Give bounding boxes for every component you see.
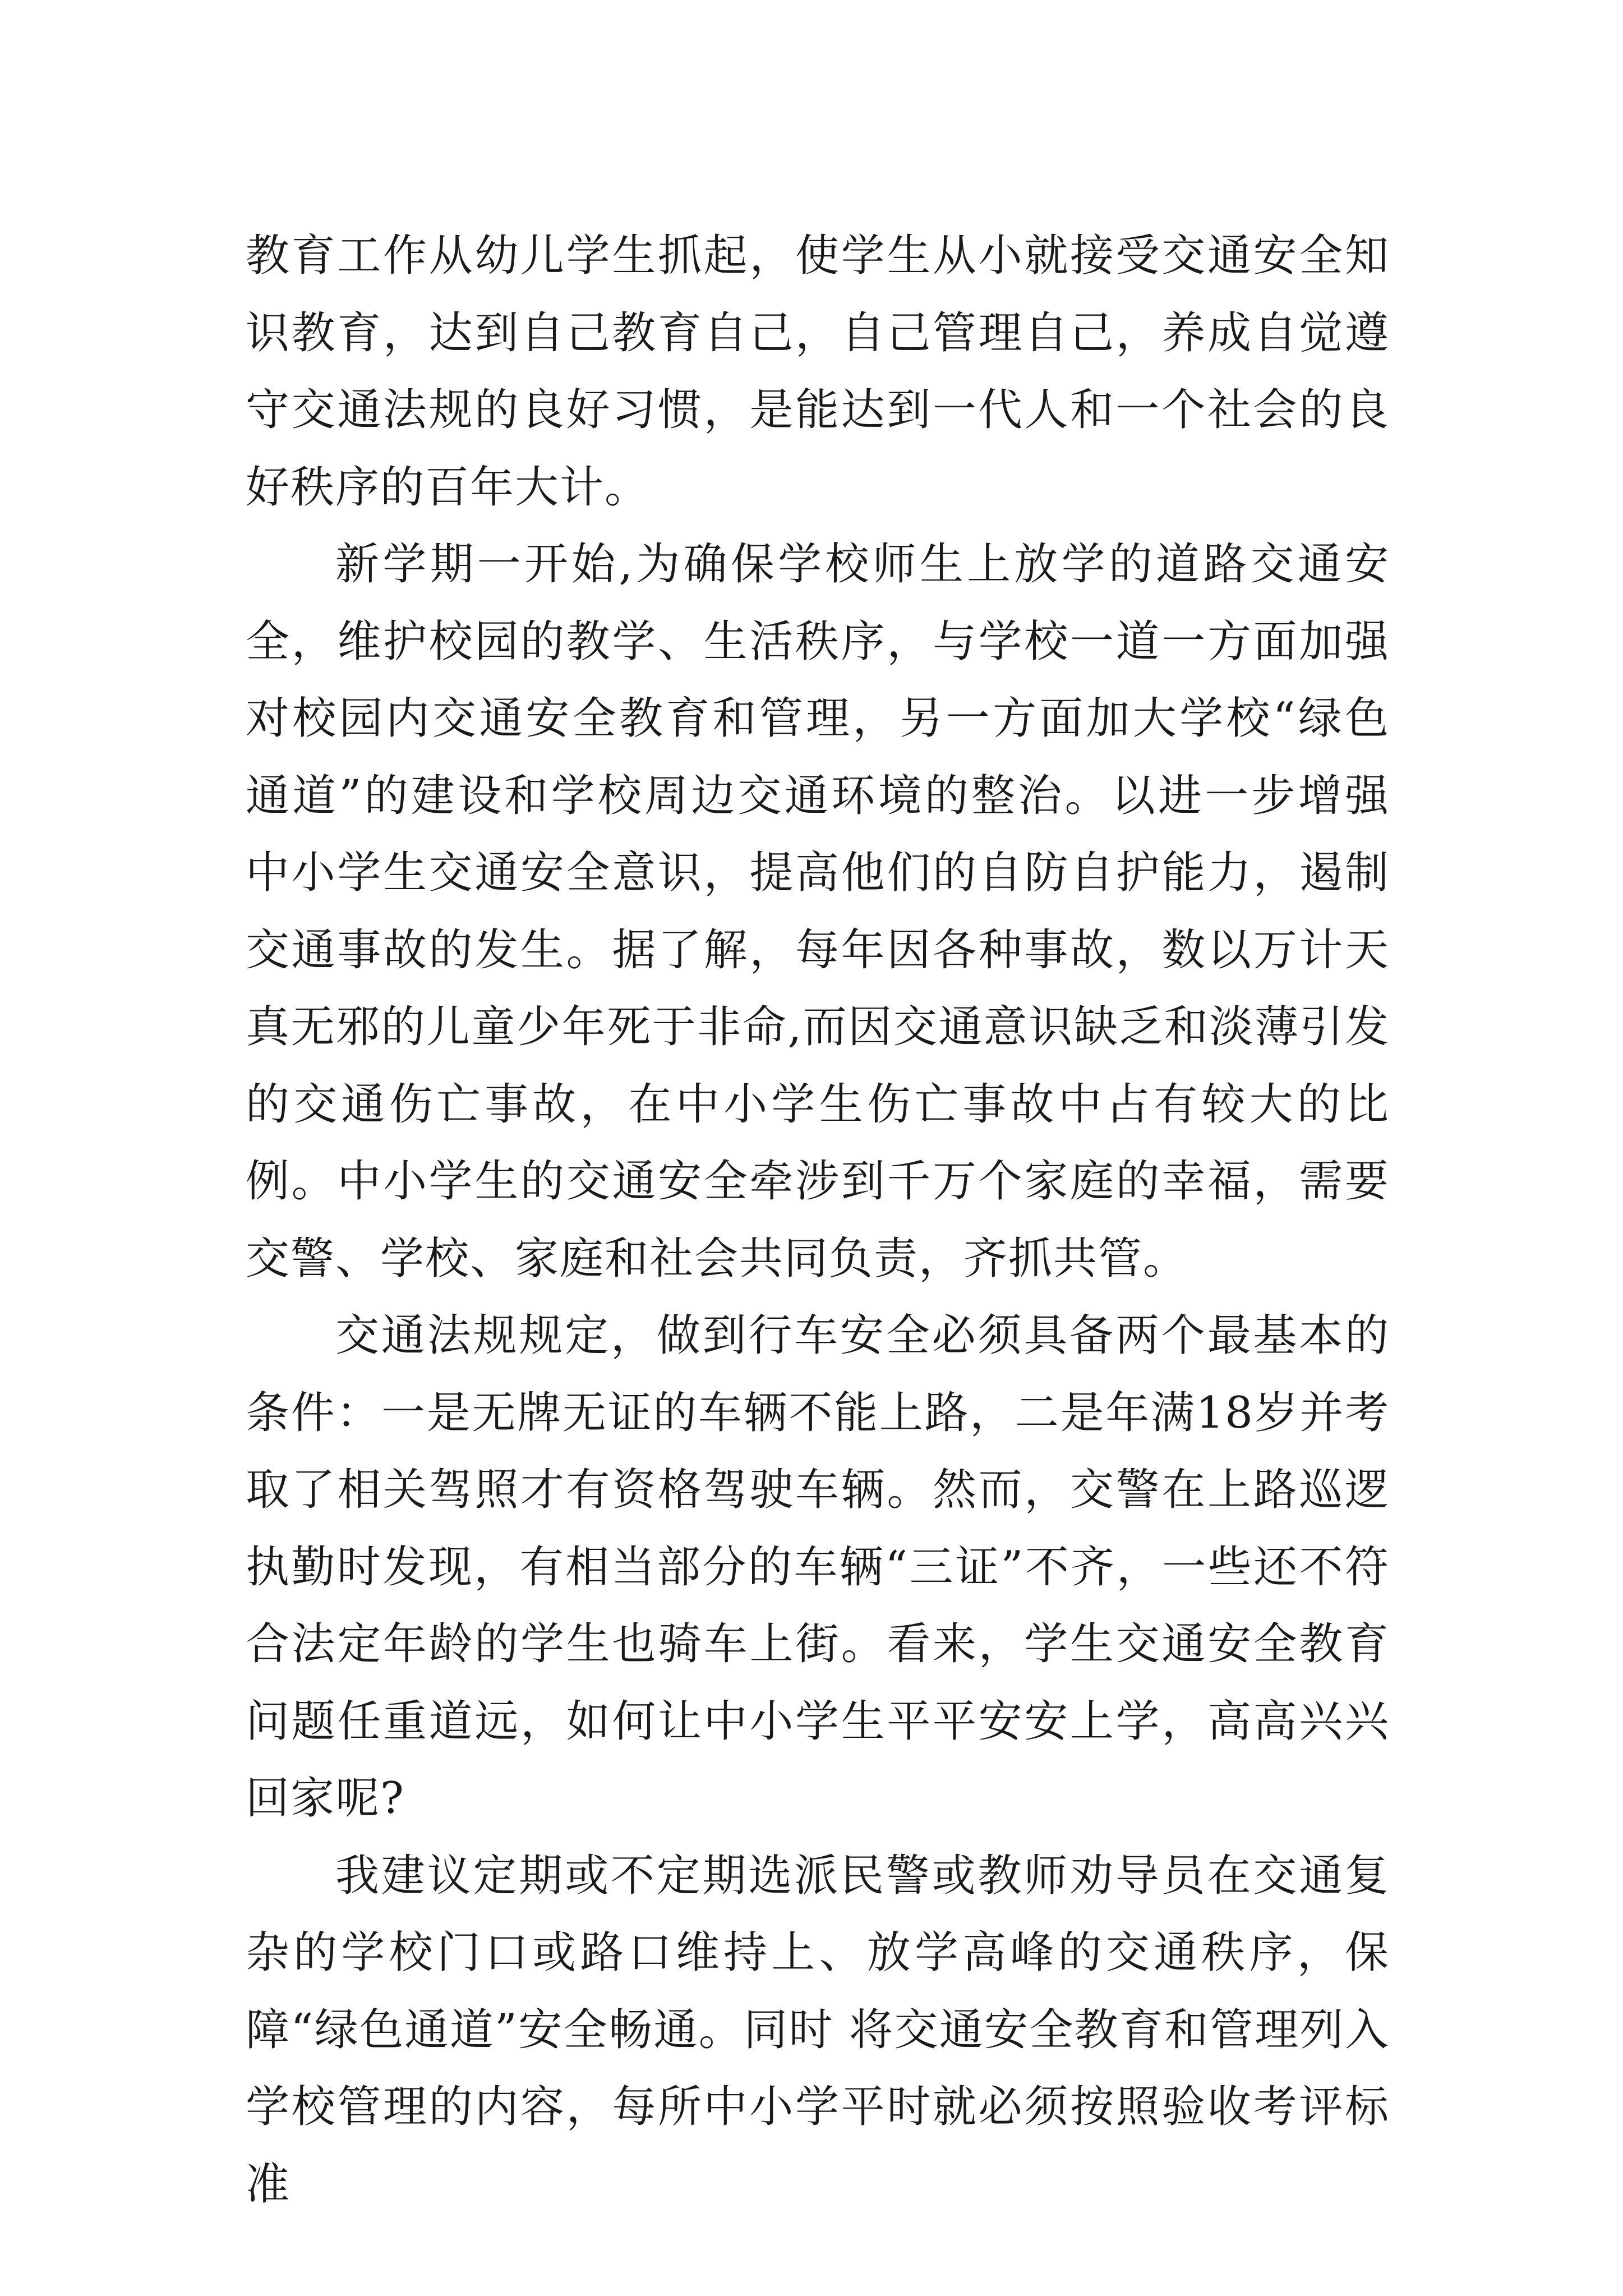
- paragraph-3: 交通法规规定，做到行车安全必须具备两个最基本的条件：一是无牌无证的车辆不能上路，二是年满18岁并考取了相关驾照才有资格驾驶车辆。然而，交警在上路巡逻执勤时发现，有相当部分的车辆“三证”不齐，一些还不符合法定年龄的学生也骑车上街。看来，学生交通安全教育问题任重道远，如何让中小学生平平安安上学，高高兴兴回家呢?: [246, 1310, 1390, 1824]
- document-body: [246, 218, 1390, 2223]
- paragraph-1: 教育工作从幼儿学生抓起，使学生从小就接受交通安全知识教育，达到自己教育自己，自己管理自己，养成自觉遵守交通法规的良好习惯，是能达到一代人和一个社会的良好秩序的百年大计。: [246, 231, 1390, 513]
- paragraph-2: 新学期一开始,为确保学校师生上放学的道路交通安全，维护校园的教学、生活秩序，与学校一道一方面加强对校园内交通安全教育和管理，另一方面加大学校“绿色通道”的建设和学校周边交通环境的整治。以进一步增强中小学生交通安全意识，提高他们的自防自护能力，遏制交通事故的发生。据了解，每年因各种事故，数以万计天真无邪的儿童少年死于非命,而因交通意识缺乏和淡薄引发的交通伤亡事故，在中小学生伤亡事故中占有较大的比例。中小学生的交通安全牵涉到千万个家庭的幸福，需要交警、学校、家庭和社会共同负责，齐抓共管。: [246, 539, 1390, 1284]
- paragraph-4: 我建议定期或不定期选派民警或教师劝导员在交通复杂的学校门口或路口维持上、放学高峰的交通秩序，保障“绿色通道”安全畅通。同时 将交通安全教育和管理列入学校管理的内容，每所中小学平时就必须按照验收考评标准: [246, 1850, 1390, 2210]
